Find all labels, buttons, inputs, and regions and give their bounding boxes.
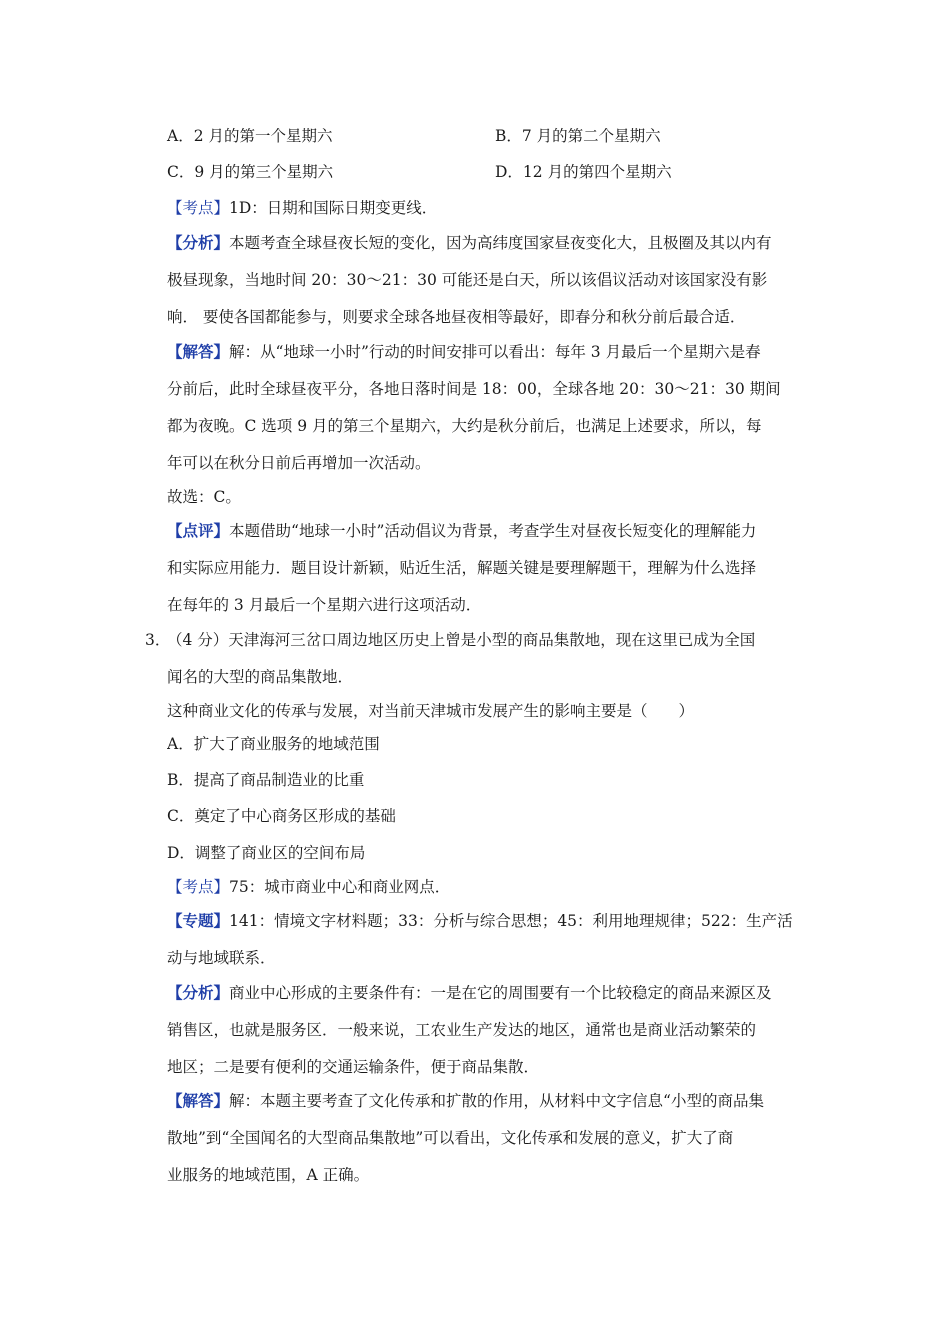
q3-stem-line-3: 这种商业文化的传承与发展，对当前天津城市发展产生的影响主要是（ ） [167, 702, 695, 720]
q3-option-d: D．调整了商业区的空间布局 [167, 844, 366, 862]
q3-zhuanti-line-1 [167, 911, 817, 931]
q2-option-a: A．2 月的第一个星期六 [167, 127, 333, 145]
q3-number: 3． [145, 631, 171, 649]
q2-jieda-text-1: 解：从“地球一小时”行动的时间安排可以看出：每年 3 月最后一个星期六是春 [229, 343, 761, 361]
q3-kaodian-text: 75：城市商业中心和商业网点． [229, 878, 451, 896]
q2-dianping-line-2: 和实际应用能力．题目设计新颖，贴近生活，解题关键是要理解题干，理解为什么选择 [167, 559, 757, 577]
q2-jieda-line-4: 年可以在秋分日前后再增加一次活动。 [167, 454, 431, 472]
q3-stem-line-2: 闻名的大型的商品集散地． [167, 668, 354, 686]
q2-fenxi-text-1: 本题考查全球昼夜长短的变化，因为高纬度国家昼夜变化大，且极圈及其以内有 [229, 234, 772, 252]
q3-kaodian [167, 877, 817, 897]
dianping-tag: 【点评】 [167, 521, 230, 540]
fenxi-tag: 【分析】 [167, 983, 230, 1002]
q3-zhuanti-line-2: 动与地域联系． [167, 949, 276, 967]
q2-dianping-text-1: 本题借助“地球一小时”活动倡议为背景，考查学生对昼夜长短变化的理解能力 [229, 522, 757, 540]
jieda-tag: 【解答】 [167, 342, 230, 361]
q3-fenxi-line-3: 地区；二是要有便利的交通运输条件，便于商品集散． [167, 1058, 540, 1076]
q2-dianping-line-1 [167, 521, 817, 541]
q2-jieda-line-2: 分前后，此时全球昼夜平分，各地日落时间是 18：00，全球各地 20：30～21：30 期间 [167, 380, 781, 398]
q2-fenxi-line-2: 极昼现象，当地时间 20：30～21：30 可能还是白天，所以该倡议活动对该国家没有影 [167, 271, 768, 289]
jieda-tag: 【解答】 [167, 1091, 230, 1110]
q3-jieda-text-1: 解：本题主要考查了文化传承和扩散的作用，从材料中文字信息“小型的商品集 [229, 1092, 764, 1110]
q2-option-b: B．7 月的第二个星期六 [495, 127, 661, 145]
q3-jieda-line-3: 业服务的地域范围，A 正确。 [167, 1166, 370, 1184]
kaodian-tag: 【考点】 [167, 878, 230, 896]
q3-fenxi-line-1 [167, 983, 817, 1003]
zhuanti-tag: 【专题】 [167, 911, 230, 930]
q3-jieda-line-1 [167, 1091, 817, 1111]
fenxi-tag: 【分析】 [167, 233, 230, 252]
q2-jieda-line-3: 都为夜晚。C 选项 9 月的第三个星期六，大约是秋分前后，也满足上述要求，所以，每 [167, 417, 762, 435]
q2-dianping-line-3: 在每年的 3 月最后一个星期六进行这项活动． [167, 596, 482, 614]
q3-fenxi-text-1: 商业中心形成的主要条件有：一是在它的周围要有一个比较稳定的商品来源区及 [229, 984, 772, 1002]
q2-option-d: D．12 月的第四个星期六 [495, 163, 672, 181]
q2-kaodian-text: 1D：日期和国际日期变更线． [229, 199, 438, 217]
q3-option-a: A．扩大了商业服务的地域范围 [167, 735, 380, 753]
q2-fenxi-line-3: 响． 要使各国都能参与，则要求全球各地昼夜相等最好，即春分和秋分前后最合适． [167, 308, 746, 326]
q3-jieda-line-2: 散地”到“全国闻名的大型商品集散地”可以看出，文化传承和发展的意义，扩大了商 [167, 1129, 734, 1147]
q2-answer: 故选：C。 [167, 488, 241, 506]
q2-fenxi-line-1 [167, 233, 817, 253]
q2-option-c: C．9 月的第三个星期六 [167, 163, 334, 181]
q3-stem-line-1: （4 分）天津海河三岔口周边地区历史上曾是小型的商品集散地，现在这里已成为全国 [167, 631, 756, 649]
q2-kaodian [167, 198, 817, 218]
q3-zhuanti-text-1: 141：情境文字材料题；33：分析与综合思想；45：利用地理规律；522：生产活 [229, 912, 793, 930]
kaodian-tag: 【考点】 [167, 199, 230, 217]
q3-fenxi-line-2: 销售区，也就是服务区．一般来说，工农业生产发达的地区，通常也是商业活动繁荣的 [167, 1021, 757, 1039]
q3-option-c: C．奠定了中心商务区形成的基础 [167, 807, 396, 825]
q2-jieda-line-1 [167, 342, 817, 362]
q3-option-b: B．提高了商品制造业的比重 [167, 771, 365, 789]
